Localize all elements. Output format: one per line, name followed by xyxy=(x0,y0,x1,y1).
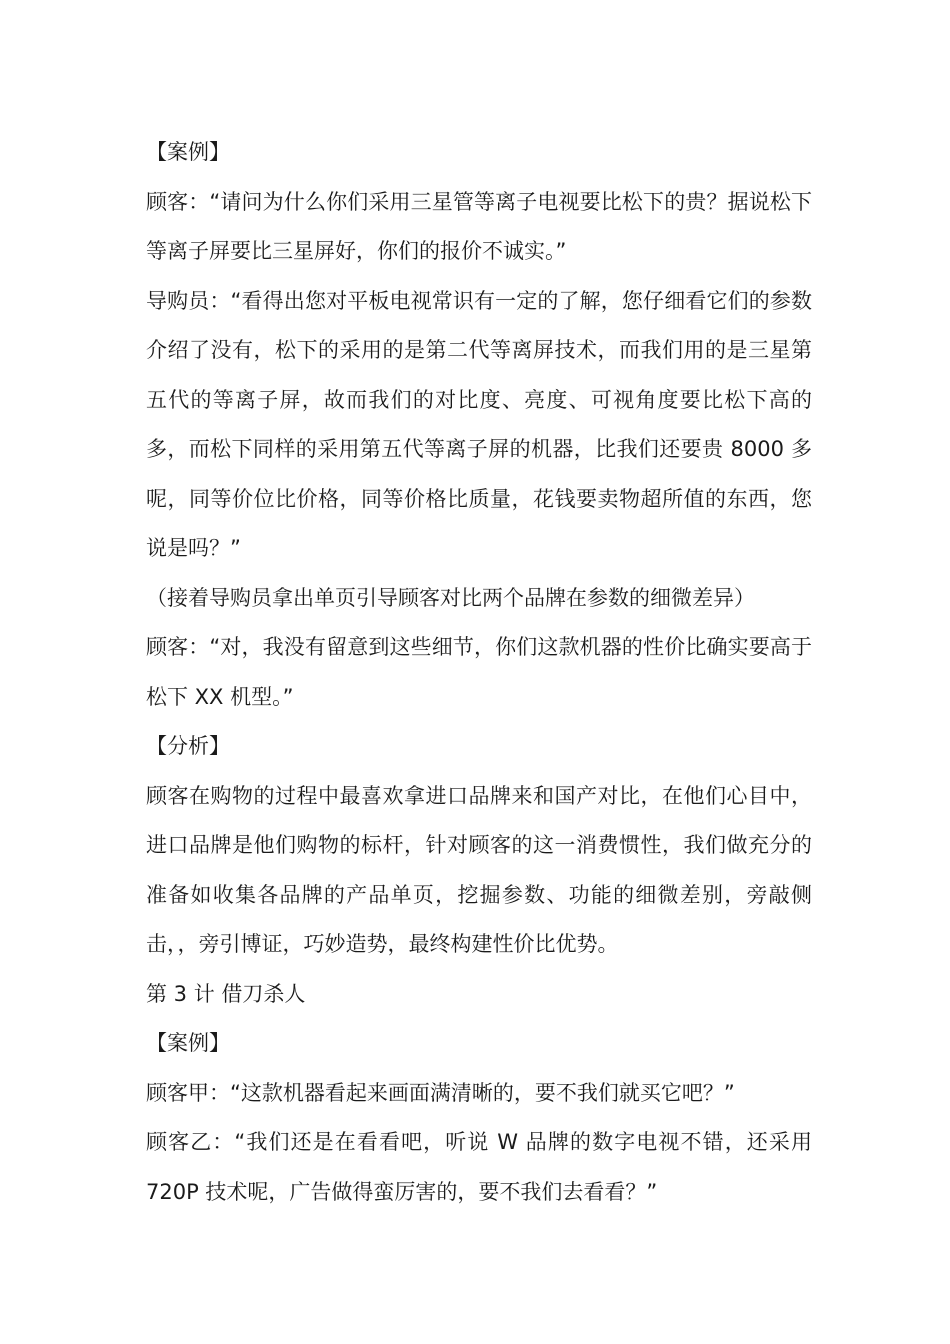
dialogue-customer-b: 顾客乙：“我们还是在看看吧，听说 W 品牌的数字电视不错，还采用 720P 技术呢，广告做得蛮厉害的，要不我们去看看？” xyxy=(146,1130,812,1204)
dialogue-customer: 顾客：“请问为什么你们采用三星管等离子电视要比松下的贵？据说松下等离子屏要比三星屏好，你们的报价不诚实。” xyxy=(146,189,812,263)
dialogue-salesperson: 导购员：“看得出您对平板电视常识有一定的了解，您仔细看它们的参数介绍了没有，松下的采用的是第二代等离屏技术，而我们用的是三星第五代的等离子屏，故而我们的对比度、亮度、可视角度要比松下高的多，而松下同样的采用第五代等离子屏的机器，比我们还要贵 8000 多呢，同等价位比价格，同等价格比质量，花钱要卖物超所值的东西，您说是吗？” xyxy=(146,288,812,560)
strategy-title: 第 3 计 借刀杀人 xyxy=(146,981,306,1006)
section-heading-case: 【案例】 xyxy=(146,140,230,164)
section-heading-case-2: 【案例】 xyxy=(146,1031,230,1055)
stage-direction: （接着导购员拿出单页引导顾客对比两个品牌在参数的细微差异） xyxy=(146,585,755,610)
dialogue-customer-a: 顾客甲：“这款机器看起来画面满清晰的，要不我们就买它吧？” xyxy=(146,1080,735,1105)
analysis-paragraph: 顾客在购物的过程中最喜欢拿进口品牌来和国产对比，在他们心目中，进口品牌是他们购物的标杆，针对顾客的这一消费惯性，我们做充分的准备如收集各品牌的产品单页，挖掘参数、功能的细微差别，旁敲侧击，，旁引博证，巧妙造势，最终构建性价比优势。 xyxy=(146,783,812,956)
dialogue-customer-reply: 顾客：“对，我没有留意到这些细节，你们这款机器的性价比确实要高于松下 XX 机型。” xyxy=(146,635,812,709)
document-body xyxy=(146,128,812,1217)
section-heading-analysis: 【分析】 xyxy=(146,734,230,758)
